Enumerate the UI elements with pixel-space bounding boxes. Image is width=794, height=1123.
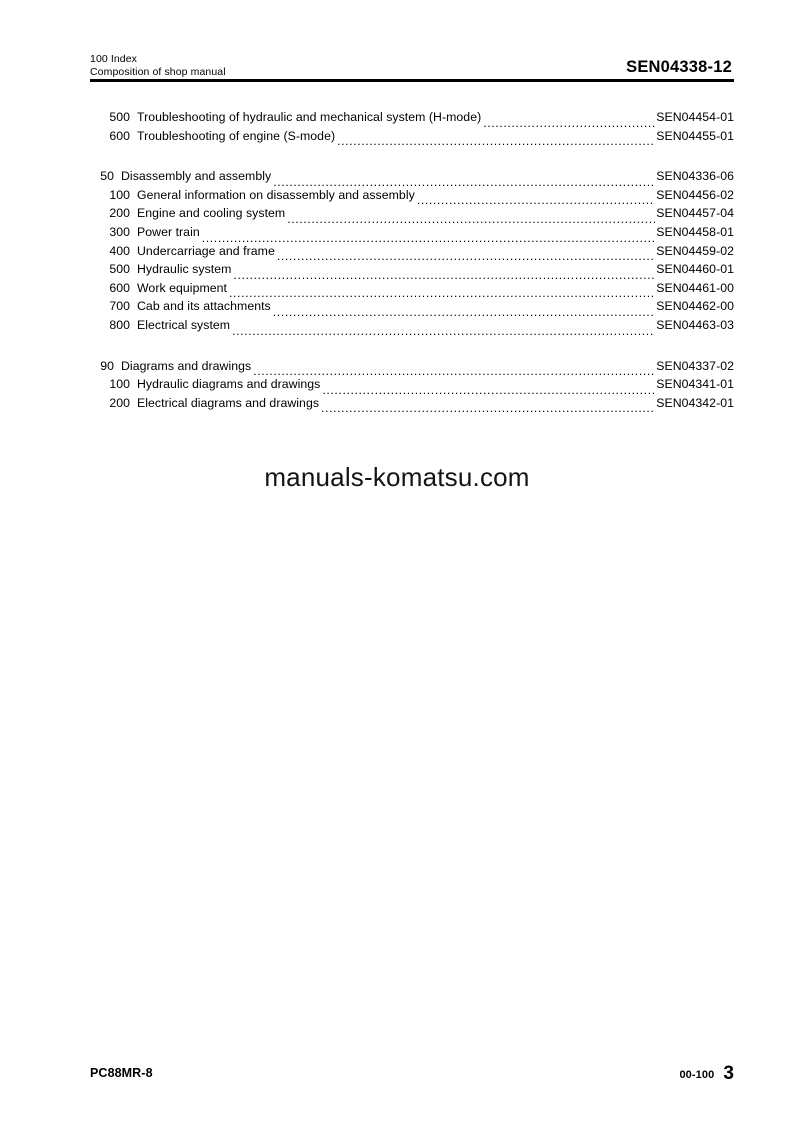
toc-entry-number: 500 [109,262,130,277]
footer-page-number: 3 [723,1063,734,1084]
toc-entry-number: 100 [109,187,130,202]
toc-entry[interactable] [90,281,734,300]
page-footer [90,1063,734,1087]
toc-entry-title: Power train [137,224,200,239]
toc-entry-number: 50 [100,169,114,184]
toc-dot-leader [202,232,655,244]
toc-entry-title: Troubleshooting of hydraulic and mechanical system (H-mode) [137,110,482,124]
toc-entry[interactable] [90,225,734,244]
header-document-code: SEN04338-12 [626,58,732,76]
toc-dot-leader [233,269,655,281]
header-section-title: 100 Index [90,53,138,65]
toc-group-gap [90,147,734,169]
toc-entry-number: 700 [109,299,130,314]
toc-entry[interactable] [90,299,734,318]
footer-page-block [679,1063,734,1085]
toc-entry-title: Work equipment [137,280,228,295]
toc-entry-code: SEN04341-01 [656,377,734,392]
toc-entry-title: General information on disassembly and assembly [137,187,415,202]
toc-entry-title: Hydraulic system [137,262,232,277]
toc-entry-code: SEN04458-01 [656,224,734,239]
toc-dot-leader [253,365,655,377]
toc-entry-code: SEN04460-01 [656,262,734,277]
toc-dot-leader [417,194,655,206]
toc-entry-number: 200 [109,395,130,410]
toc-entry-number: 90 [100,358,114,373]
toc-entry-number: 300 [109,224,130,239]
footer-machine-model: PC88MR-8 [90,1066,153,1080]
toc-entry-code: SEN04461-00 [656,280,734,295]
toc-dot-leader [277,250,655,262]
toc-entry[interactable] [90,169,734,188]
toc-dot-leader [232,325,655,337]
toc-entry-title: Engine and cooling system [137,206,286,221]
toc-entry-title: Diagrams and drawings [121,358,252,373]
toc-entry-title: Troubleshooting of engine (S-mode) [137,128,336,143]
table-of-contents [90,110,734,414]
toc-entry[interactable] [90,110,734,129]
toc-dot-leader [483,117,655,129]
toc-entry-code: SEN04456-02 [656,187,734,202]
toc-dot-leader [322,384,655,396]
toc-dot-leader [337,135,655,147]
toc-entry-code: SEN04336-06 [656,169,734,184]
toc-entry[interactable] [90,359,734,378]
toc-entry-number: 500 [109,110,130,124]
toc-entry-code: SEN04455-01 [656,128,734,143]
toc-entry-code: SEN04454-01 [656,110,734,124]
toc-entry-title: Electrical diagrams and drawings [137,395,320,410]
toc-entry-number: 100 [109,377,130,392]
toc-entry[interactable] [90,129,734,148]
toc-entry[interactable] [90,377,734,396]
footer-section-code: 00-100 [679,1069,715,1081]
toc-group [90,169,734,336]
toc-entry-title: Cab and its attachments [137,299,271,314]
toc-entry-title: Electrical system [137,317,231,332]
toc-entry[interactable] [90,188,734,207]
toc-entry-number: 200 [109,206,130,221]
toc-group [90,110,734,147]
toc-entry-code: SEN04462-00 [656,299,734,314]
toc-entry-title: Hydraulic diagrams and drawings [137,377,321,392]
toc-dot-leader [229,287,655,299]
toc-entry-code: SEN04463-03 [656,317,734,332]
watermark: manuals-komatsu.com [264,462,530,492]
toc-entry-code: SEN04457-04 [656,206,734,221]
toc-entry-number: 600 [109,128,130,143]
toc-entry-title: Undercarriage and frame [137,243,275,258]
toc-dot-leader [321,402,655,414]
toc-entry[interactable] [90,244,734,263]
header-divider [90,79,734,82]
toc-entry[interactable] [90,262,734,281]
toc-dot-leader [287,213,655,225]
toc-entry-number: 800 [109,317,130,332]
header-subtitle: Composition of shop manual [90,65,226,78]
toc-dot-leader [273,176,655,188]
toc-group-gap [90,337,734,359]
toc-entry-code: SEN04459-02 [656,243,734,258]
toc-entry-code: SEN04337-02 [656,358,734,373]
toc-entry-title: Disassembly and assembly [121,169,272,184]
toc-entry-number: 400 [109,243,130,258]
toc-dot-leader [273,306,655,318]
toc-entry-number: 600 [109,280,130,295]
toc-entry[interactable] [90,318,734,337]
toc-group [90,359,734,415]
header-title-block [90,53,226,78]
toc-entry[interactable] [90,396,734,415]
toc-entry[interactable] [90,206,734,225]
toc-entry-code: SEN04342-01 [656,395,734,410]
